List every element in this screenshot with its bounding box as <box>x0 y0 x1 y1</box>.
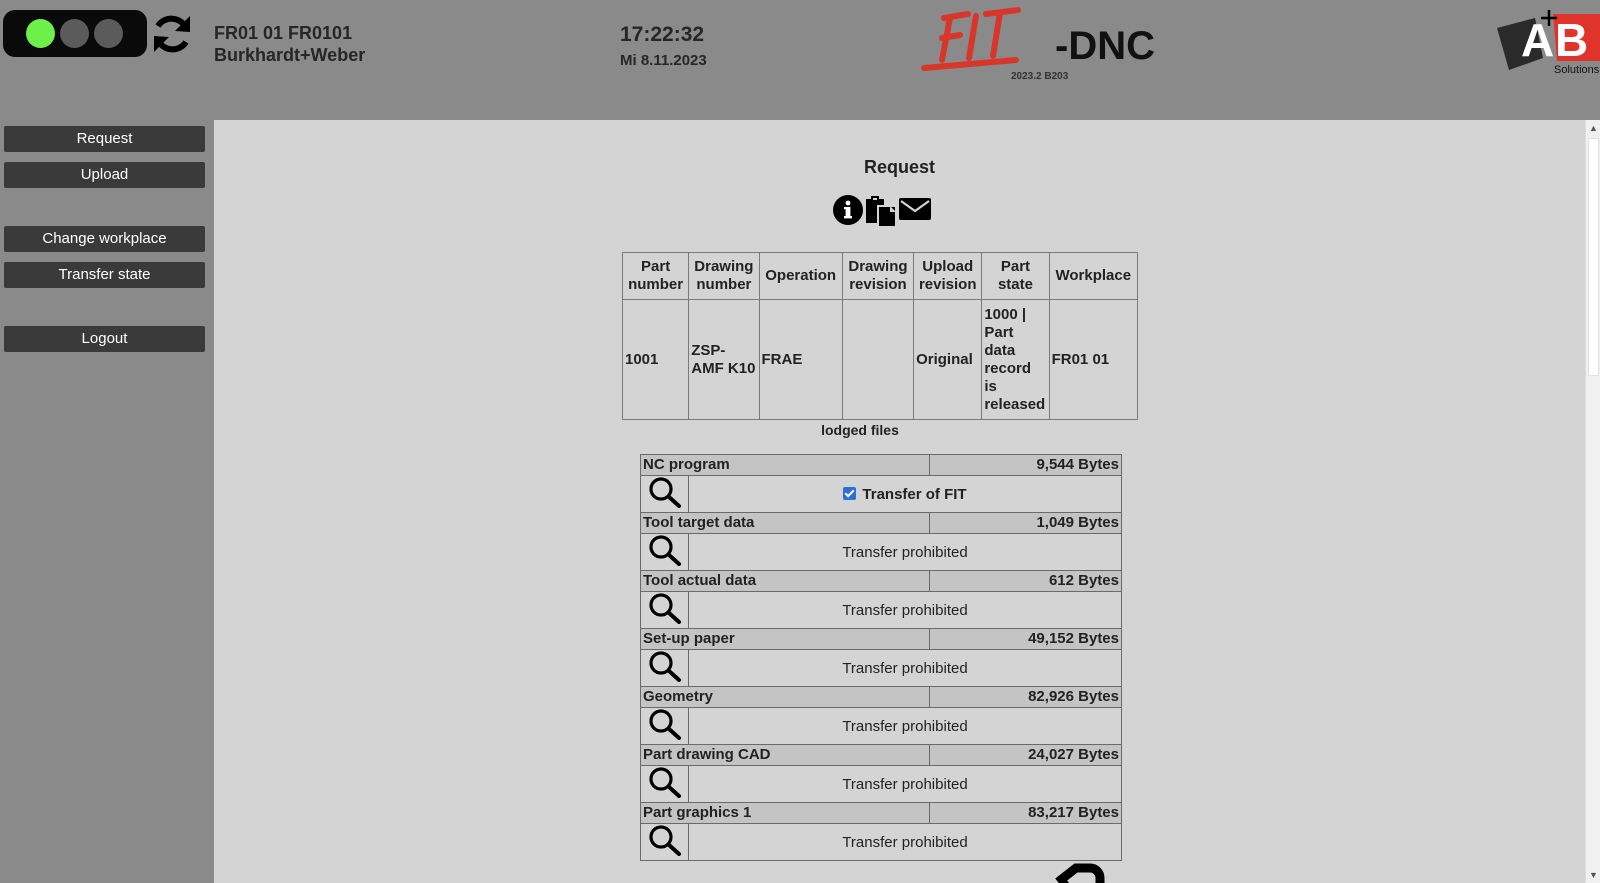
red-lamp-icon <box>94 19 123 48</box>
cell-part-state: 1000 | Part data record is released <box>982 300 1049 420</box>
col-part-state: Part state <box>982 253 1049 300</box>
change-workplace-button[interactable]: Change workplace <box>4 226 205 252</box>
view-file-button[interactable] <box>641 534 689 571</box>
file-size: 82,926 Bytes <box>930 687 1122 708</box>
col-workplace: Workplace <box>1049 253 1137 300</box>
file-size: 9,544 Bytes <box>930 455 1122 476</box>
magnifier-icon <box>648 592 682 624</box>
transfer-status <box>689 476 1122 513</box>
fit-logo-icon <box>920 4 1030 74</box>
svg-text:A: A <box>1521 14 1555 66</box>
file-header-row <box>641 629 1122 650</box>
file-name: Part graphics 1 <box>641 803 930 824</box>
svg-text:B: B <box>1555 14 1589 66</box>
file-size: 612 Bytes <box>930 571 1122 592</box>
transfer-status: Transfer prohibited <box>689 824 1122 861</box>
file-name: Set-up paper <box>641 629 930 650</box>
cell-drawing-number: ZSP-AMF K10 <box>689 300 759 420</box>
workstation-id: FR01 01 FR0101 <box>214 23 353 43</box>
file-action-row <box>641 592 1122 629</box>
file-name: Geometry <box>641 687 930 708</box>
view-file-button[interactable] <box>641 650 689 687</box>
file-action-row <box>641 650 1122 687</box>
transfer-status: Transfer prohibited <box>689 534 1122 571</box>
file-header-row <box>641 745 1122 766</box>
cell-drawing-revision <box>842 300 913 420</box>
clock: 17:22:32 <box>620 23 705 46</box>
file-name: Tool actual data <box>641 571 930 592</box>
file-action-row <box>641 476 1122 513</box>
transfer-arrow-icon[interactable] <box>1050 842 1120 883</box>
col-part-number: Part number <box>623 253 689 300</box>
date: Mi 8.11.2023 <box>620 52 707 69</box>
request-button[interactable]: Request <box>4 126 205 152</box>
traffic-light-status <box>3 10 147 57</box>
scroll-down-icon[interactable]: ▼ <box>1589 870 1598 880</box>
file-size: 1,049 Bytes <box>930 513 1122 534</box>
file-action-row <box>641 766 1122 803</box>
transfer-checkbox[interactable] <box>843 487 856 500</box>
col-operation: Operation <box>759 253 842 300</box>
yellow-lamp-icon <box>60 19 89 48</box>
header-bar <box>0 0 1600 120</box>
transfer-status: Transfer prohibited <box>689 650 1122 687</box>
vertical-scrollbar[interactable] <box>1585 120 1600 883</box>
scrollbar-thumb[interactable] <box>1588 138 1599 376</box>
clipboard-icon[interactable] <box>864 194 898 228</box>
green-lamp-icon <box>26 19 55 48</box>
cell-operation: FRAE <box>759 300 842 420</box>
scroll-up-icon[interactable]: ▲ <box>1589 123 1598 133</box>
file-header-row <box>641 687 1122 708</box>
sidebar <box>0 120 214 883</box>
version-label: 2023.2 B203 <box>1011 71 1069 82</box>
transfer-status: Transfer prohibited <box>689 766 1122 803</box>
company-label: Solutions <box>1554 64 1600 76</box>
file-name: Part drawing CAD <box>641 745 930 766</box>
page-title: Request <box>863 157 935 177</box>
logout-button[interactable]: Logout <box>4 326 205 352</box>
file-size: 49,152 Bytes <box>930 629 1122 650</box>
envelope-icon[interactable] <box>898 194 932 224</box>
main-content <box>214 120 1585 883</box>
info-icon[interactable] <box>832 194 864 226</box>
view-file-button[interactable] <box>641 708 689 745</box>
cell-workplace: FR01 01 <box>1049 300 1137 420</box>
file-name: Tool target data <box>641 513 930 534</box>
magnifier-icon <box>648 476 682 508</box>
view-file-button[interactable] <box>641 824 689 861</box>
col-drawing-revision: Drawing revision <box>842 253 913 300</box>
magnifier-icon <box>648 766 682 798</box>
table-row <box>623 300 1138 420</box>
transfer-status: Transfer prohibited <box>689 708 1122 745</box>
cell-part-number: 1001 <box>623 300 689 420</box>
refresh-icon[interactable] <box>148 10 196 58</box>
file-action-row <box>641 534 1122 571</box>
file-size: 83,217 Bytes <box>930 803 1122 824</box>
upload-button[interactable]: Upload <box>4 162 205 188</box>
view-file-button[interactable] <box>641 476 689 513</box>
file-header-row <box>641 455 1122 476</box>
lodged-files-table <box>640 454 1122 861</box>
file-size: 24,027 Bytes <box>930 745 1122 766</box>
magnifier-icon <box>648 650 682 682</box>
file-header-row <box>641 571 1122 592</box>
magnifier-icon <box>648 708 682 740</box>
cell-upload-revision: Original <box>914 300 982 420</box>
col-drawing-number: Drawing number <box>689 253 759 300</box>
file-header-row <box>641 803 1122 824</box>
lodged-files-label: lodged files <box>821 422 899 438</box>
transfer-status: Transfer prohibited <box>689 592 1122 629</box>
part-info-table <box>622 252 1138 420</box>
machine-name: Burkhardt+Weber <box>214 45 366 65</box>
magnifier-icon <box>648 824 682 856</box>
transfer-state-button[interactable]: Transfer state <box>4 262 205 288</box>
file-action-row <box>641 708 1122 745</box>
col-upload-revision: Upload revision <box>914 253 982 300</box>
view-file-button[interactable] <box>641 592 689 629</box>
product-name: -DNC <box>1055 24 1155 68</box>
file-header-row <box>641 513 1122 534</box>
transfer-status-label: Transfer of FIT <box>862 485 967 503</box>
file-name: NC program <box>641 455 930 476</box>
view-file-button[interactable] <box>641 766 689 803</box>
magnifier-icon <box>648 534 682 566</box>
